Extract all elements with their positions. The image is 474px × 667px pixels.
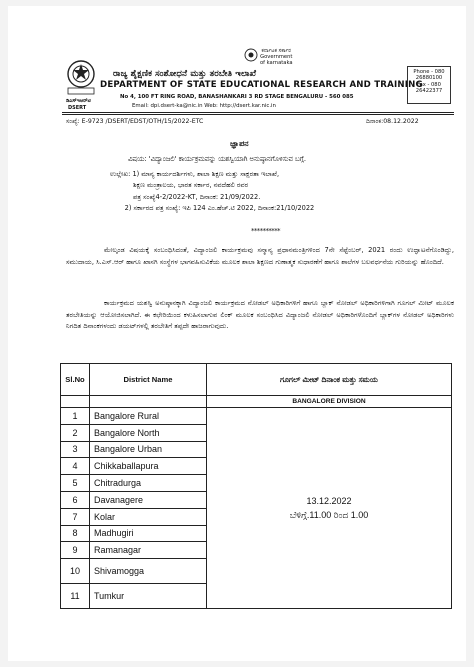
row-number: 11	[61, 584, 90, 609]
table-header-row	[61, 364, 452, 396]
department-title: DEPARTMENT OF STATE EDUCATIONAL RESEARCH AND TRAINING	[100, 80, 423, 90]
government-label	[260, 48, 293, 66]
header-district: District Name	[90, 364, 207, 396]
row-number: 7	[61, 508, 90, 525]
empty-cell	[90, 396, 207, 408]
empty-cell	[61, 396, 90, 408]
reference-line: ಶಿಕ್ಷಣ ಮಂತ್ರಾಲಯ, ಭಾರತ ಸರ್ಕಾರ, ನವದೆಹಲಿ ರವರ	[110, 181, 249, 190]
state-emblem-icon	[64, 58, 98, 96]
row-number: 3	[61, 441, 90, 458]
district-name: Tumkur	[90, 584, 207, 609]
row-number: 2	[61, 424, 90, 441]
meet-schedule-cell	[207, 408, 452, 609]
row-number: 6	[61, 491, 90, 508]
division-name: BANGALORE DIVISION	[207, 396, 452, 408]
dsert-kannada-label: ಡಿಎಸ್ಇಆರ್‌ಟಿ	[66, 98, 91, 104]
reference-line: ಪತ್ರ ಸಂಖ್ಯೆ4-2/2022-KT, ದಿನಾಂಕ: 21/09/2022.	[110, 192, 261, 201]
row-number: 8	[61, 525, 90, 542]
row-number: 4	[61, 458, 90, 475]
phone-label: Phone - 080	[413, 69, 445, 75]
district-name: Bangalore Rural	[90, 408, 207, 425]
gov-english-2: of karnataka	[260, 60, 293, 66]
fax-label: Fax - 080	[417, 81, 441, 88]
district-name: Davanagere	[90, 491, 207, 508]
phone-number: 26880100	[415, 75, 443, 82]
district-name: Madhugiri	[90, 525, 207, 542]
district-name: Ramanagar	[90, 542, 207, 559]
email-web-line: Email: dpi.dsert-ka@nic.in Web: http://dsert.kar.nic.in	[132, 103, 276, 109]
header-meet: ಗೂಗಲ್ ಮೀಟ್ ದಿನಾಂಕ ಮತ್ತು ಸಮಯ	[207, 364, 452, 396]
gov-english-1: Government	[260, 54, 293, 60]
fax-number: 26422377	[415, 88, 443, 95]
dsert-label: DSERT	[68, 105, 87, 111]
row-number: 9	[61, 542, 90, 559]
separator-stars: **********	[251, 227, 280, 235]
reference-line: ಉಲ್ಲೇಖ: 1) ಮಾನ್ಯ ಕಾರ್ಯದರ್ಶಿಗಳು, ಶಾಲಾ ಶಿಕ್ಷಣ ಮತ್ತು ಸಾಕ್ಷರತಾ ಇಲಾಖೆ,	[110, 170, 280, 178]
header-divider-2	[62, 114, 454, 115]
subject-line: ವಿಷಯ: 'ವಿದ್ಯಾಂಜಲಿ' ಕಾರ್ಯಕ್ರಮವನ್ನು ಯಶಸ್ವಿಯಾಗಿ ಅನುಷ್ಠಾನಗೊಳಿಸುವ ಬಗ್ಗೆ.	[128, 155, 307, 163]
paragraph-1: ಮೇಲ್ಕಂಡ ವಿಷಯಕ್ಕೆ ಸಂಬಂಧಿಸಿದಂತೆ, ವಿದ್ಯಾಂಜಲಿ ಕಾರ್ಯಕ್ರಮವು ಸನ್ಮಾನ್ಯ ಪ್ರಧಾನಮಂತ್ರಿಗಳಿಂದ 7ನೇ ಸೆಪ್ಟೆಂಬರ್, 2021 ರಂದು ಉದ್ಘಾಟನೆಗೊಂಡಿದ್ದು, ಸಮುದಾಯ, ಸಿ.ಎಸ್.ಆರ್ ಹಾಗೂ ಖಾಸಗಿ ಸಂಸ್ಥೆಗಳ ಭಾಗವಹಿಸುವಿಕೆಯ ಮೂಲಕ ಶಾಲಾ ಶಿಕ್ಷಣದ ಗುಣಾತ್ಮಕ ಸುಧಾರಣೆಗೆ ಹಾಗೂ ಶಾಲೆಗಳ ಬಲವರ್ಧನೆಯ ಗುರಿಯನ್ನು ಹೊಂದಿದೆ.	[66, 246, 454, 266]
reference-line: 2) ಸರ್ಕಾರದ ಪತ್ರ ಸಂಖ್ಯೆ: ಇಪಿ 124 ಎಂ.ಹೆಚ್.ಟಿ 2022, ದಿನಾಂಕ:21/10/2022	[110, 204, 315, 213]
district-schedule-table	[60, 363, 452, 609]
division-row	[61, 396, 452, 408]
row-number: 1	[61, 408, 90, 425]
district-name: Chitradurga	[90, 475, 207, 492]
district-name: Chikkaballapura	[90, 458, 207, 475]
district-name: Bangalore North	[90, 424, 207, 441]
karnataka-emblem-icon	[244, 48, 258, 62]
meet-time: ಬೆಳಿಗ್ಗೆ.11.00 ರಿಂದ 1.00	[289, 510, 369, 521]
table-row	[61, 408, 452, 425]
district-name: Bangalore Urban	[90, 441, 207, 458]
row-number: 5	[61, 475, 90, 492]
notice-title: ಜ್ಞಾಪನ	[230, 139, 249, 148]
references-block	[110, 169, 314, 215]
district-name: Shivamogga	[90, 559, 207, 584]
document-date: ದಿನಾಂಕ:08.12.2022	[366, 118, 419, 125]
department-address: No 4, 100 FT RING ROAD, BANASHANKARI 3 RD STAGE BENGALURU - 560 085	[120, 94, 354, 100]
row-number: 10	[61, 559, 90, 584]
paragraph-2: ಕಾರ್ಯಕ್ರಮದ ಯಶಸ್ವಿ ಅನುಷ್ಠಾನಕ್ಕಾಗಿ ವಿದ್ಯಾಂಜಲಿ ಕಾರ್ಯಕ್ರಮದ ನೋಡಲ್ ಅಧಿಕಾರಿಗಳಿಗೆ ಹಾಗೂ ಬ್ಲಾಕ್ ನೋಡಲ್ ಅಧಿಕಾರಿಗಳಿಗಾಗಿ ಗೂಗಲ್ ಮೀಟ್ ಮೂಲಕ ತರಬೇತಿಯನ್ನು ಆಯೋಜಿಸಲಾಗಿದೆ. ಈ ಕಛೇರಿಯಿಂದ ಕಳುಹಿಸಲಾಗುವ ಲಿಂಕ್ ಮೂಲಕ ಸಂಬಂಧಿಸಿದ ವಿದ್ಯಾಂಜಲಿ ನೋಡಲ್ ಅಧಿಕಾರಿಗಳೊಂದಿಗೆ ಬ್ಲಾಕ್‌ಗಳ ನೋಡಲ್ ಅಧಿಕಾರಿಗಳು ನಿಗದಿತ ದಿನಾಂಕಗಳಂದು ಡಯಟ್‌ಗಳಲ್ಲಿ ತರಬೇತಿಗೆ ತಪ್ಪದೇ ಹಾಜರಾಗುವುದು.	[66, 299, 454, 331]
meet-date: 13.12.2022	[306, 496, 352, 507]
kannada-dept-title: ರಾಜ್ಯ ಶೈಕ್ಷಣಿಕ ಸಂಶೋಧನೆ ಮತ್ತು ತರಬೇತಿ ಇಲಾಖೆ	[113, 68, 257, 78]
header-slno: Sl.No	[61, 364, 90, 396]
gov-kannada: ಕರ್ನಾಟಕ ಸರ್ಕಾರ	[261, 48, 292, 54]
document-page	[8, 6, 466, 661]
phone-fax-box	[407, 66, 451, 104]
reference-number: ಸಂಖ್ಯೆ: E-9723 /DSERT/EDST/OTH/15/2022-ETC	[66, 118, 204, 125]
header-divider	[62, 112, 454, 113]
district-name: Kolar	[90, 508, 207, 525]
